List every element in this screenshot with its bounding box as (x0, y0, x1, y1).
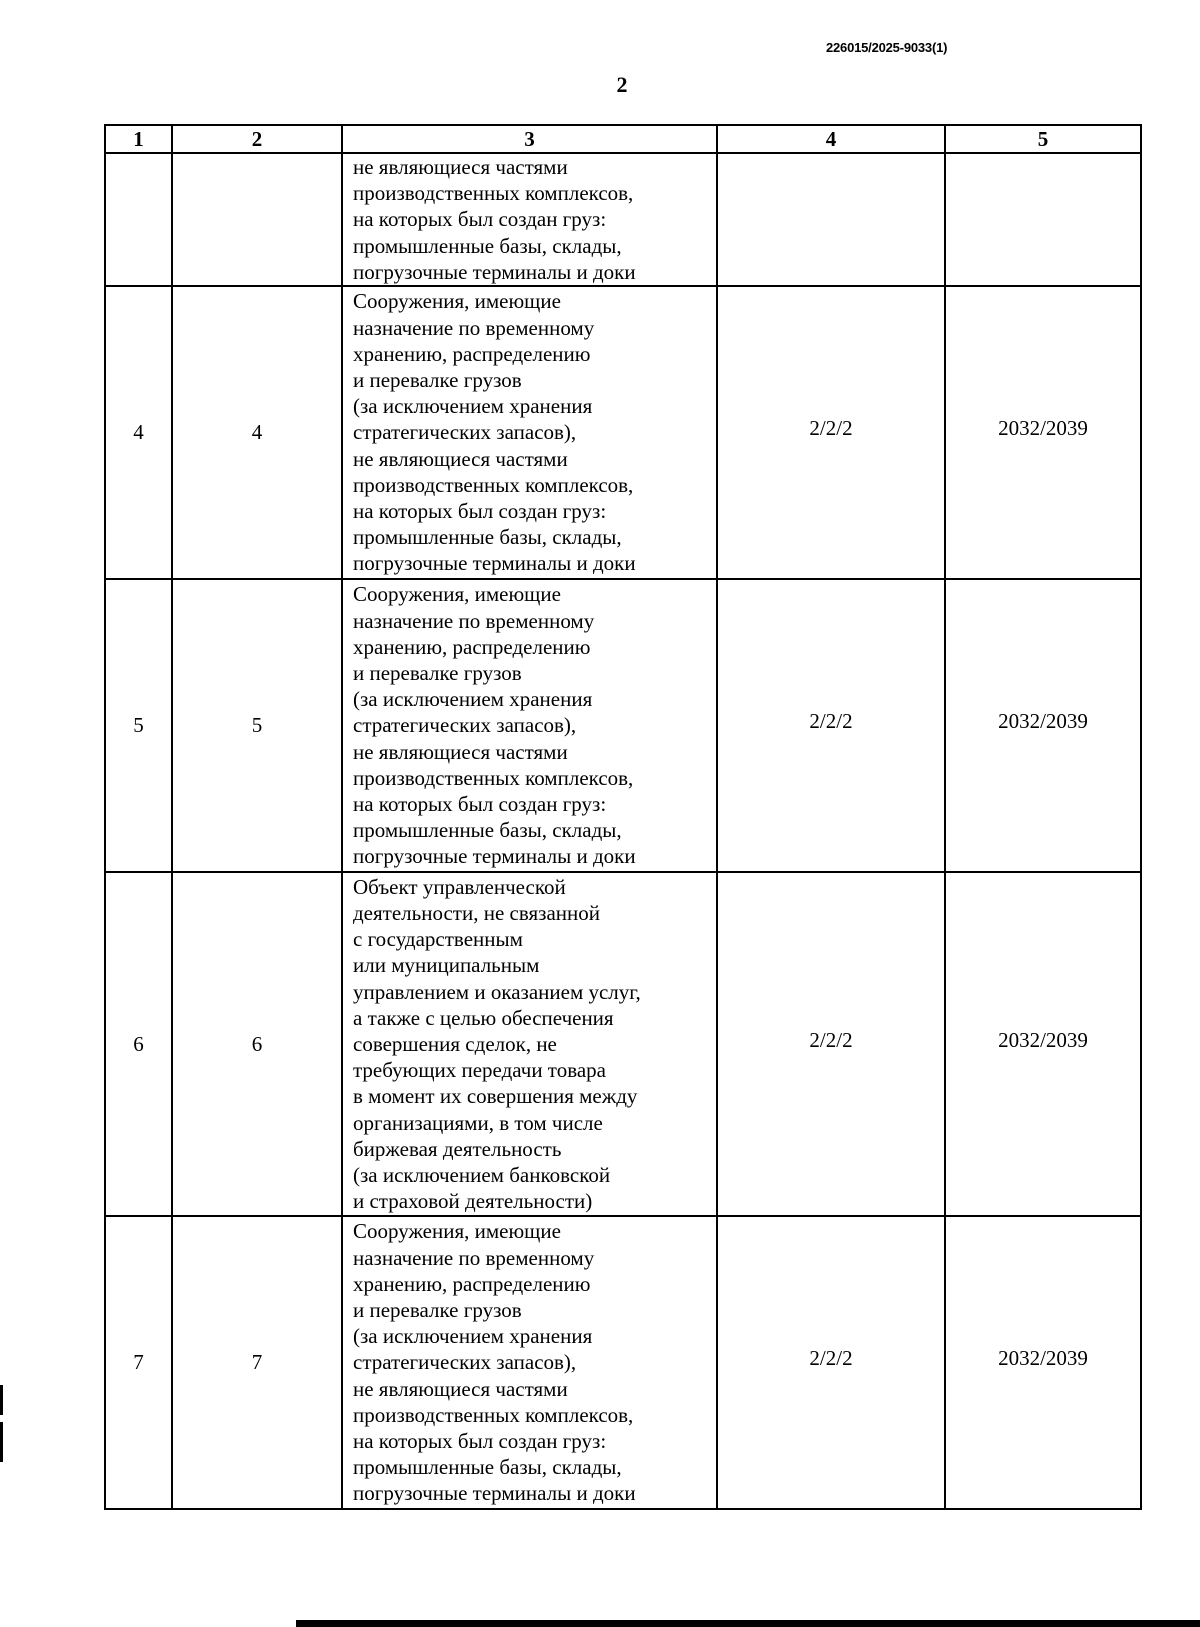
cell-col2: 4 (172, 286, 342, 579)
table-header (105, 125, 1141, 153)
cell-col5-value: 2032/2039 (998, 416, 1088, 441)
cell-col2: 7 (172, 1216, 342, 1509)
header-row (105, 125, 1141, 153)
cell-col2: 6 (172, 872, 342, 1216)
scan-edge-mark (0, 1422, 3, 1462)
cell-col2: 5 (172, 579, 342, 872)
cell-col5 (945, 1216, 1141, 1509)
cell-col5 (945, 872, 1141, 1216)
cell-col4-value: 2/2/2 (809, 1027, 853, 1052)
table-row (105, 872, 1141, 1216)
cell-col4 (717, 579, 945, 872)
cell-col5-value: 2032/2039 (998, 709, 1088, 734)
column-header-5: 5 (945, 125, 1141, 153)
table-row (105, 286, 1141, 579)
cell-col5 (945, 286, 1141, 579)
table-row (105, 153, 1141, 286)
cell-description: Сооружения, имеющие назначение по временному хранению, распределению и перевалке грузов (за исключением хранения стратегических запасов), не являющиеся частями производственных комплексов, на которых был создан груз: промышленные базы, склады, погрузочные терминалы и доки (342, 579, 717, 872)
cell-col1: 6 (105, 872, 172, 1216)
cell-description: не являющиеся частями производственных комплексов, на которых был создан груз: промышленные базы, склады, погрузочные терминалы и доки (342, 153, 717, 286)
page-number: 2 (616, 72, 628, 97)
column-header-4: 4 (717, 125, 945, 153)
cell-col5 (945, 579, 1141, 872)
scan-edge-mark (0, 1385, 3, 1415)
table-row (105, 1216, 1141, 1509)
cell-col1: 4 (105, 286, 172, 579)
cell-col4-value: 2/2/2 (809, 709, 853, 734)
cell-description: Объект управленческой деятельности, не связанной с государственным или муниципальным управлением и оказанием услуг, а также с целью обеспечения совершения сделок, не требующих передачи товара в момент их совершения между организациями, в том числе биржевая деятельность (за исключением банковской и страховой деятельности) (342, 872, 717, 1216)
cell-description: Сооружения, имеющие назначение по временному хранению, распределению и перевалке грузов (за исключением хранения стратегических запасов), не являющиеся частями производственных комплексов, на которых был создан груз: промышленные базы, склады, погрузочные терминалы и доки (342, 286, 717, 579)
cell-col4 (717, 286, 945, 579)
cell-col1 (105, 153, 172, 286)
cell-col4 (717, 1216, 945, 1509)
table-body (105, 153, 1141, 1509)
cell-col1: 7 (105, 1216, 172, 1509)
cell-col4 (717, 153, 945, 286)
registry-table (104, 124, 1142, 1510)
column-header-3: 3 (342, 125, 717, 153)
cell-col4-value: 2/2/2 (809, 1346, 853, 1371)
document-registration-number: 226015/2025-9033(1) (826, 40, 948, 55)
scan-bottom-edge (296, 1620, 1200, 1627)
cell-col4-value: 2/2/2 (809, 416, 853, 441)
column-header-1: 1 (105, 125, 172, 153)
cell-col5-value: 2032/2039 (998, 1346, 1088, 1371)
cell-col5 (945, 153, 1141, 286)
cell-col1: 5 (105, 579, 172, 872)
cell-col4 (717, 872, 945, 1216)
cell-col5-value: 2032/2039 (998, 1027, 1088, 1052)
cell-col2 (172, 153, 342, 286)
table-row (105, 579, 1141, 872)
cell-description: Сооружения, имеющие назначение по временному хранению, распределению и перевалке грузов (за исключением хранения стратегических запасов), не являющиеся частями производственных комплексов, на которых был создан груз: промышленные базы, склады, погрузочные терминалы и доки (342, 1216, 717, 1509)
column-header-2: 2 (172, 125, 342, 153)
